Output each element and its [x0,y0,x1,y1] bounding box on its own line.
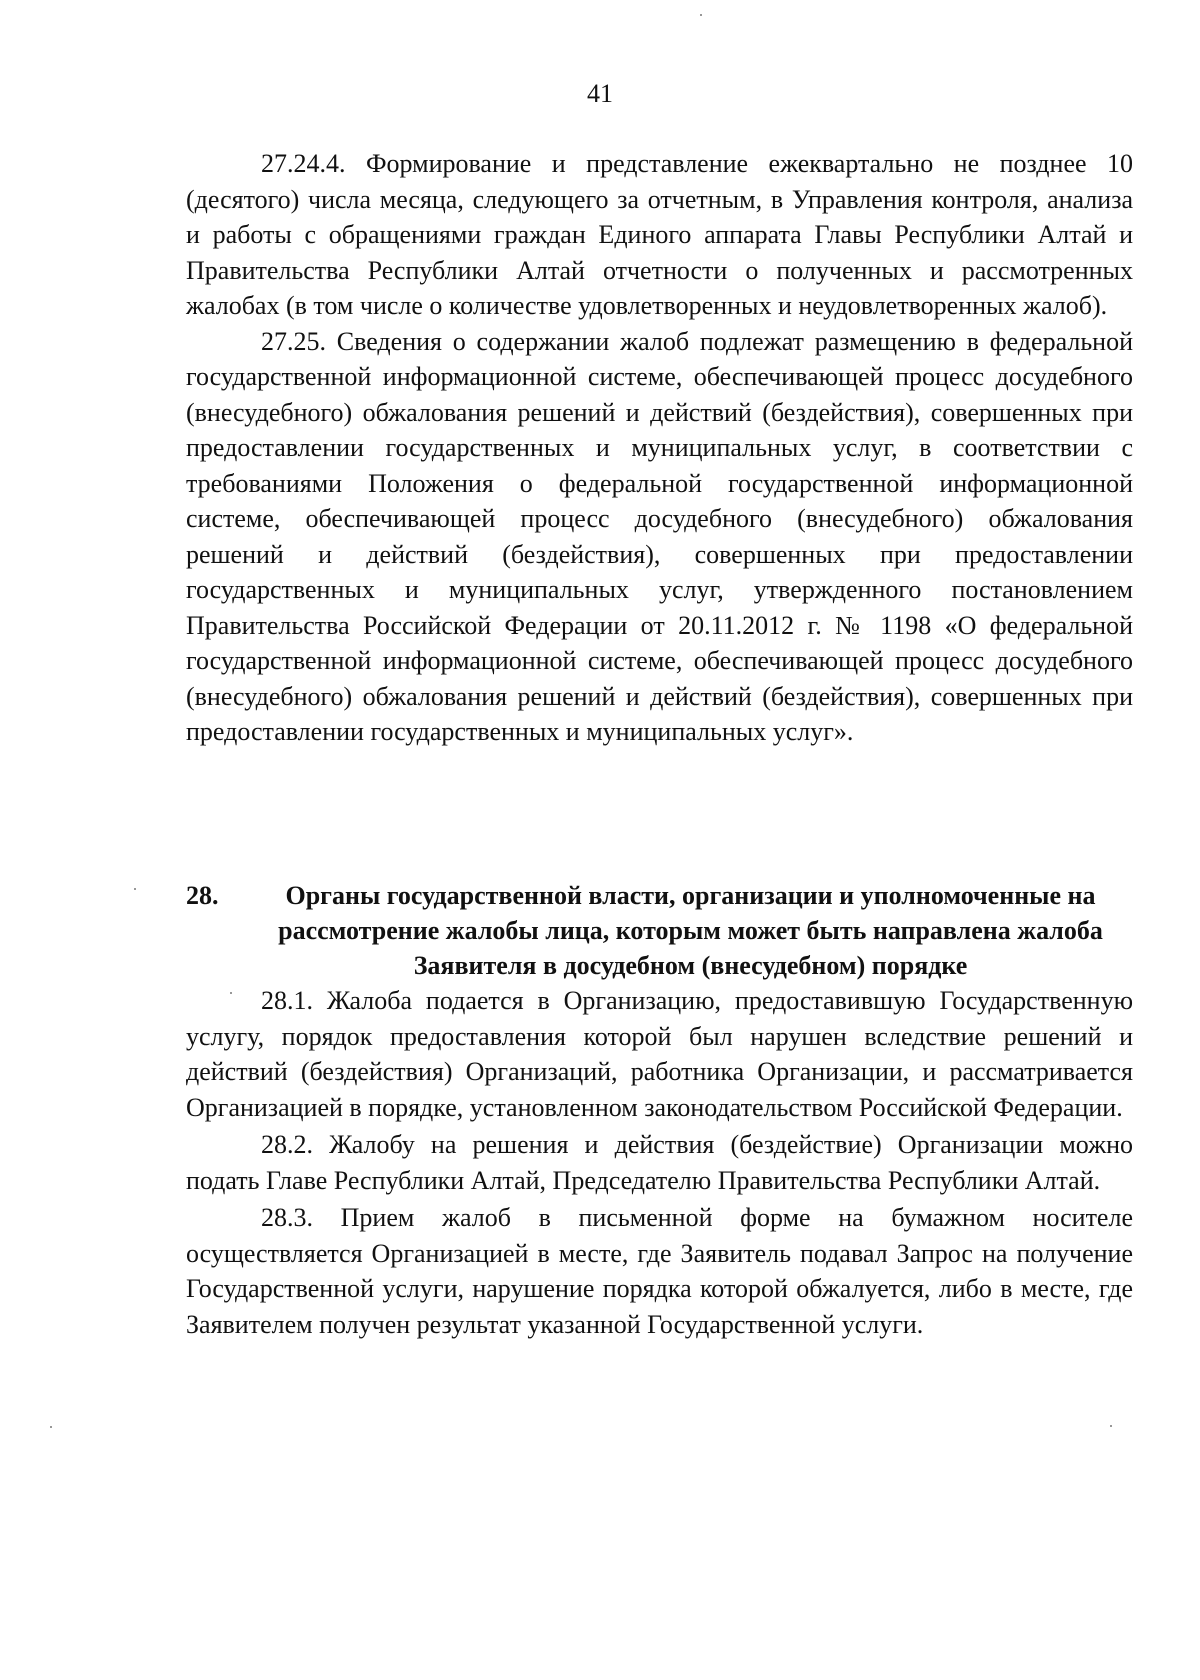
scan-speck [700,14,702,16]
paragraph-28-3: 28.3. Прием жалоб в письменной форме на бумажном носителе осуществляется Организацией в месте, где Заявитель подавал Запрос на получение Государственной услуги, нарушение порядка которой обжалуется, либо в месте, где Заявителем получен результат указанной Государственной услуги. [186,1203,1133,1339]
scan-speck [1110,1425,1112,1427]
text-block-after-section [186,983,1133,1344]
paragraph-28-1: 28.1. Жалоба подается в Организацию, предоставившую Государственную услугу, порядок предоставления которой был нарушен вследствие решений и действий (бездействия) Организаций, работника Организации, и рассматривается Организацией в порядке, установленном законодательством Российской Федерации. [186,986,1133,1122]
section-heading [186,878,1133,983]
scan-speck [230,992,232,994]
scan-speck [50,1426,52,1428]
paragraph-28-2: 28.2. Жалобу на решения и действия (бездействие) Организации можно подать Главе Республики Алтай, Председателю Правительства Республики Алтай. [186,1130,1133,1195]
section-number: 28. [186,881,219,910]
paragraph-27-24-4: 27.24.4. Формирование и представление ежеквартально не позднее 10 (десятого) числа месяца, следующего за отчетным, в Управления контроля, анализа и работы с обращениями граждан Единого аппарата Главы Республики Алтай и Правительства Республики Алтай отчетности о полученных и рассмотренных жалобах (в том числе о количестве удовлетворенных и неудовлетворенных жалоб). [186,149,1133,320]
scan-speck [134,888,136,890]
section-title: Органы государственной власти, организации и уполномоченные на рассмотрение жалобы лица, которым может быть направлена жалоба Заявителя в досудебном (внесудебном) порядке [278,881,1103,980]
page-number: 41 [587,79,613,108]
text-block-before-section [186,146,1133,750]
paragraph-27-25: 27.25. Сведения о содержании жалоб подлежат размещению в федеральной государственной информационной системе, обеспечивающей процесс досудебного (внесудебного) обжалования решений и действий (бездействия), совершенных при предоставлении государственных и муниципальных услуг, в соответствии с требованиями Положения о федеральной государственной информационной системе, обеспечивающей процесс досудебного (внесудебного) обжалования решений и действий (бездействия), совершенных при предоставлении государственных и муниципальных услуг, утвержденного постановлением Правительства Российской Федерации от 20.11.2012 г. № 1198 «О федеральной государственной информационной системе, обеспечивающей процесс досудебного (внесудебного) обжалования решений и действий (бездействия), совершенных при предоставлении государственных и муниципальных услуг». [186,326,1133,746]
